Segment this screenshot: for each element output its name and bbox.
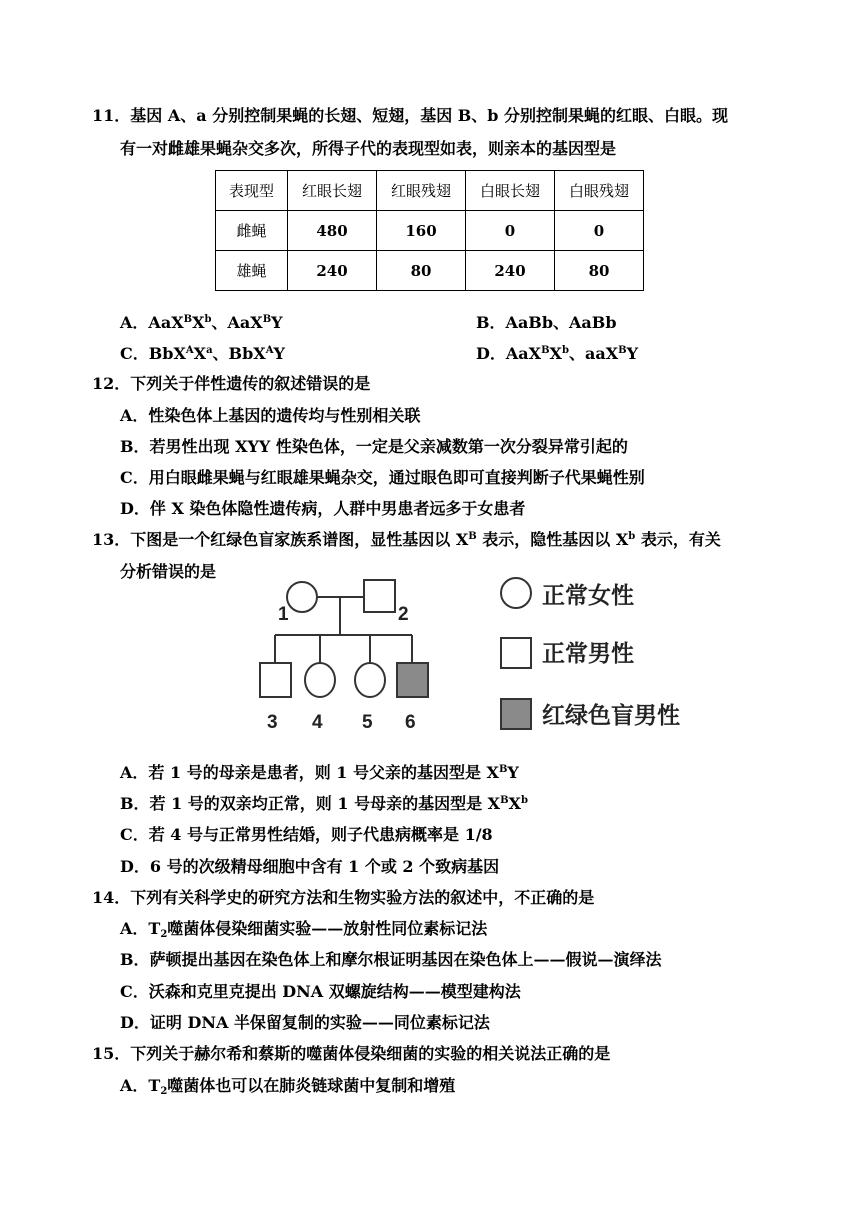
legend-label-normal-male: 正常男性: [542, 640, 634, 666]
q11-stem-line2: 有一对雌雄果蝇杂交多次，所得子代的表现型如表，则亲本的基因型是: [120, 139, 617, 158]
superscript: B: [468, 531, 477, 542]
table-cell: 480: [288, 211, 377, 251]
superscript: A: [265, 345, 274, 356]
text: 表示，隐性基因以 X: [476, 530, 629, 549]
table-cell: 0: [555, 211, 644, 251]
q14-option-b: B．萨顿提出基因在染色体上和摩尔根证明基因在染色体上——假说—演绎法: [120, 950, 662, 969]
q11-option-b: B．AaBb、AaBb: [476, 313, 617, 332]
text: Y: [271, 313, 283, 332]
q15-stem: 15．下列关于赫尔希和蔡斯的噬菌体侵染细菌的实验的相关说法正确的是: [92, 1044, 611, 1063]
superscript: a: [206, 345, 213, 356]
table-cell: 80: [555, 251, 644, 291]
table-cell: 80: [377, 251, 466, 291]
superscript: B: [183, 314, 193, 325]
legend-label-normal-female: 正常女性: [542, 582, 634, 608]
superscript: B: [262, 314, 272, 325]
text: 噬菌体也可以在肺炎链球菌中复制和增殖: [167, 1076, 456, 1095]
q11-option-d: [476, 344, 638, 364]
text: X: [508, 794, 521, 813]
superscript: A: [185, 345, 194, 356]
table-cell: 240: [466, 251, 555, 291]
subscript: 2: [160, 929, 168, 940]
q11-option-a: [120, 313, 283, 333]
q11-stem-line1: 11．基因 A、a 分别控制果蝇的长翅、短翅，基因 B、b 分别控制果蝇的红眼、白眼。现: [92, 106, 729, 125]
text: 表示，有关: [635, 530, 721, 549]
text: 、aaX: [568, 344, 619, 363]
table-cell: 160: [377, 211, 466, 251]
q12-option-a: A．性染色体上基因的遗传均与性别相关联: [120, 406, 421, 425]
text: Y: [273, 344, 285, 363]
text: Y: [507, 763, 519, 782]
text: A．T: [120, 919, 161, 938]
table-header-cell: 表现型: [216, 171, 288, 211]
pedigree-chart: [240, 565, 690, 740]
legend-affected-male-symbol: [501, 699, 531, 729]
q12-option-d: D．伴 X 染色体隐性遗传病，人群中男患者远多于女患者: [120, 499, 526, 518]
q12-option-c: C．用白眼雌果蝇与红眼雄果蝇杂交，通过眼色即可直接判断子代果蝇性别: [120, 468, 645, 487]
table-row-label: 雌蝇: [216, 211, 288, 251]
q12-stem: 12．下列关于伴性遗传的叙述错误的是: [92, 374, 371, 393]
superscript: B: [541, 345, 550, 356]
text: 13．下图是一个红绿色盲家族系谱图，显性基因以 X: [92, 530, 469, 549]
table-cell: 0: [466, 211, 555, 251]
text: C．BbX: [120, 344, 186, 363]
q13-stem-line2: 分析错误的是: [120, 562, 217, 581]
pedigree-label-4: 4: [312, 712, 323, 733]
q11-option-c: [120, 344, 285, 364]
superscript: B: [498, 764, 508, 775]
q14-option-a: [120, 919, 487, 939]
text: B．若 1 号的双亲均正常，则 1 号母亲的基因型是 X: [120, 794, 501, 813]
q15-option-a: [120, 1076, 455, 1096]
text: X: [192, 313, 205, 332]
q13-option-c: C．若 4 号与正常男性结婚，则子代患病概率是 1/8: [120, 825, 493, 844]
individual-6-affected-male-symbol: [397, 663, 428, 697]
table-header-cell: 白眼长翅: [466, 171, 555, 211]
text: X: [193, 344, 207, 363]
table-cell: 240: [288, 251, 377, 291]
text: A．AaX: [120, 313, 184, 332]
text: 、AaX: [211, 313, 263, 332]
q13-stem-line1: [92, 530, 721, 550]
table-row: [216, 251, 644, 291]
pedigree-label-3: 3: [267, 712, 278, 733]
table-header-cell: 红眼残翅: [377, 171, 466, 211]
pedigree-label-5: 5: [362, 712, 373, 733]
text: X: [549, 344, 562, 363]
text: Y: [626, 344, 638, 363]
table-row: [216, 211, 644, 251]
table-header-cell: 红眼长翅: [288, 171, 377, 211]
q13-option-d: D．6 号的次级精母细胞中含有 1 个或 2 个致病基因: [120, 857, 500, 876]
text: 、BbX: [212, 344, 266, 363]
legend-label-colorblind-male: 红绿色盲男性: [542, 702, 680, 728]
superscript: B: [500, 795, 509, 806]
q13-option-b: [120, 794, 528, 814]
q14-option-d: D．证明 DNA 半保留复制的实验——同位素标记法: [120, 1013, 490, 1032]
individual-3-male-symbol: [260, 663, 291, 697]
individual-1-female-symbol: [287, 582, 317, 612]
pedigree-label-1: 1: [278, 604, 289, 625]
text: 噬菌体侵染细菌实验——放射性同位素标记法: [167, 919, 488, 938]
legend-female-symbol: [501, 578, 531, 608]
table-header-row: [216, 171, 644, 211]
superscript: B: [618, 345, 627, 356]
individual-5-female-symbol: [355, 663, 385, 697]
subscript: 2: [160, 1086, 168, 1097]
superscript: b: [204, 314, 212, 325]
text: A．T: [120, 1076, 161, 1095]
superscript: b: [561, 345, 569, 356]
table-header-cell: 白眼残翅: [555, 171, 644, 211]
q13-option-a: [120, 763, 519, 783]
phenotype-table: [215, 170, 644, 291]
table-row-label: 雄蝇: [216, 251, 288, 291]
superscript: b: [628, 531, 636, 542]
text: A．若 1 号的母亲是患者，则 1 号父亲的基因型是 X: [120, 763, 499, 782]
pedigree-label-6: 6: [405, 712, 416, 733]
q12-option-b: B．若男性出现 XYY 性染色体，一定是父亲减数第一次分裂异常引起的: [120, 437, 628, 456]
individual-2-male-symbol: [364, 580, 395, 612]
individual-4-female-symbol: [305, 663, 335, 697]
q14-stem: 14．下列有关科学史的研究方法和生物实验方法的叙述中，不正确的是: [92, 888, 595, 907]
legend-male-symbol: [501, 638, 531, 668]
q14-option-c: C．沃森和克里克提出 DNA 双螺旋结构——模型建构法: [120, 982, 521, 1001]
pedigree-label-2: 2: [398, 604, 409, 625]
text: D．AaX: [476, 344, 542, 363]
superscript: b: [520, 795, 528, 806]
